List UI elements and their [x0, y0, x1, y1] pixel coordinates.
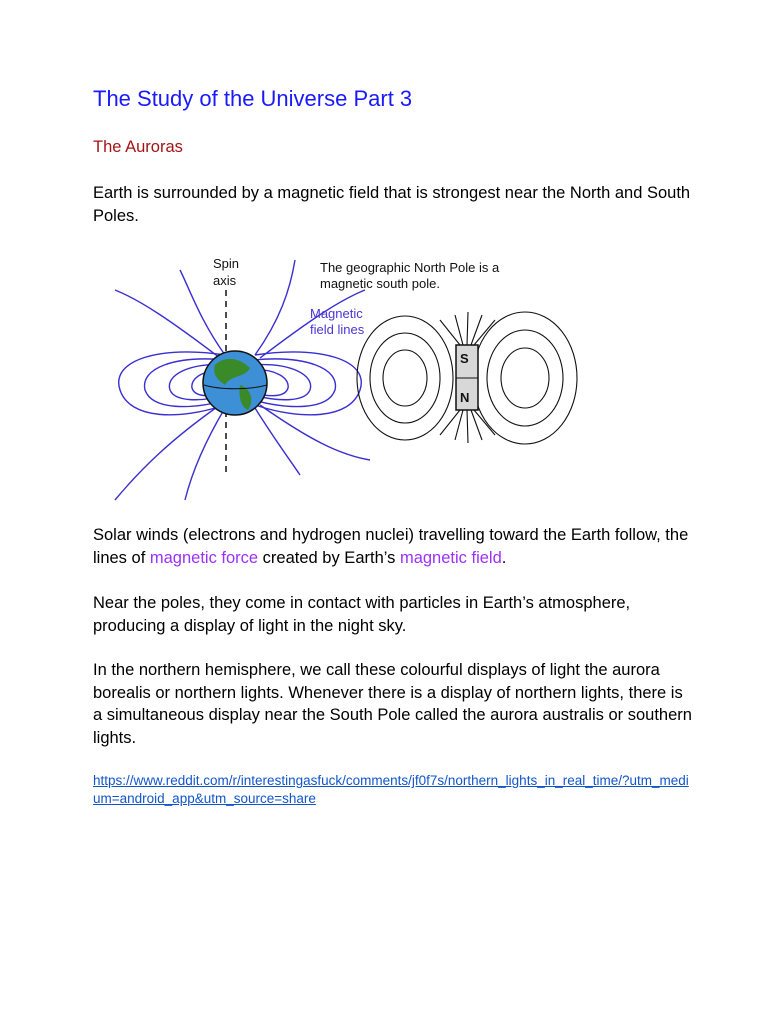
magnet-south-label: S — [460, 351, 469, 366]
magnetic-field-diagram — [100, 250, 600, 510]
caption-line-1: The geographic North Pole is a — [320, 260, 500, 275]
paragraph-poles: Near the poles, they come in contact with particles in Earth’s atmosphere, producing a display of light in the night sky. — [93, 594, 631, 635]
section-heading: The Auroras — [93, 138, 183, 156]
paragraph-intro: Earth is surrounded by a magnetic field that is strongest near the North and South Poles. — [93, 184, 691, 225]
paragraph-solar-winds — [93, 524, 693, 569]
magnet-north-label: N — [460, 390, 470, 405]
field-lines-label-2: field lines — [310, 322, 365, 337]
paragraph-aurora: In the northern hemisphere, we call these colourful displays of light the aurora borealis or northern lights. Whenever there is a display of northern lights, there is a simultaneous display near the South Pole called the aurora australis or southern lights. — [93, 661, 692, 747]
spin-axis-label-1: Spin — [213, 256, 240, 271]
reddit-link[interactable]: https://www.reddit.com/r/interestingasfuck/comments/jf0f7s/northern_lights_in_real_time/?utm_medium=android_app&utm_source=share — [93, 773, 689, 806]
field-lines-label-1: Magnetic — [310, 306, 363, 321]
magnetic-force-highlight: magnetic force — [149, 548, 259, 567]
caption-line-2: magnetic south pole. — [320, 276, 440, 291]
paragraph-solar-winds-text-1: Solar winds (electrons and hydrogen nuclei) travelling toward the Earth follow, the lines of — [93, 526, 689, 567]
magnetic-field-highlight: magnetic field — [399, 548, 502, 567]
magnetic-field-figure — [100, 250, 600, 510]
paragraph-solar-winds-text-3: . — [501, 548, 507, 567]
page-title: The Study of the Universe Part 3 — [93, 86, 413, 111]
earth-globe-icon — [203, 351, 267, 415]
spin-axis-label-2: axis — [213, 273, 237, 288]
paragraph-solar-winds-text-2: created by Earth’s — [258, 548, 400, 567]
